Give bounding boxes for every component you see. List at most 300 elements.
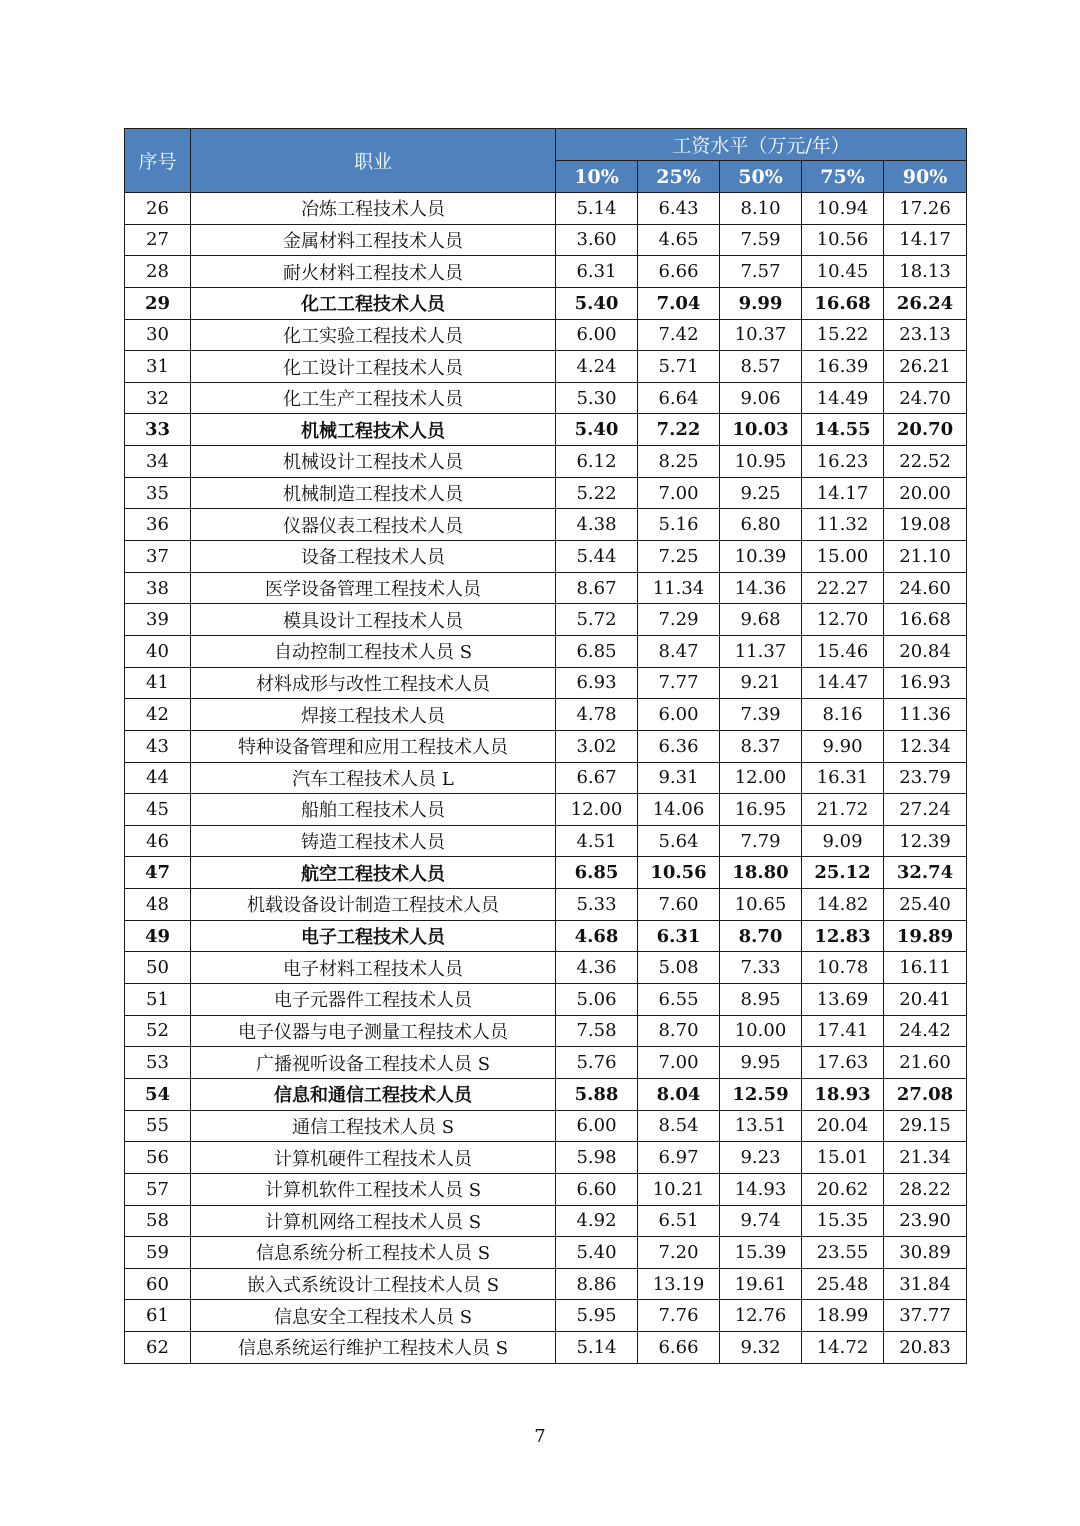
row-wage-p75: 9.09 [802,825,884,857]
row-wage-p90: 21.60 [884,1047,967,1079]
row-index: 52 [125,1015,191,1047]
table-row [125,287,967,319]
row-wage-p50: 7.57 [720,256,802,288]
row-wage-p90: 14.17 [884,224,967,256]
row-index: 32 [125,382,191,414]
row-occupation: 化工生产工程技术人员 [191,382,556,414]
row-index: 51 [125,984,191,1016]
row-wage-p10: 5.22 [556,477,638,509]
table-row [125,1078,967,1110]
row-wage-p10: 6.31 [556,256,638,288]
table-header [125,129,967,193]
row-index: 60 [125,1268,191,1300]
row-occupation: 计算机软件工程技术人员 S [191,1173,556,1205]
row-wage-p25: 7.04 [638,287,720,319]
row-wage-p10: 6.60 [556,1173,638,1205]
row-wage-p25: 10.21 [638,1173,720,1205]
row-wage-p50: 9.21 [720,667,802,699]
row-occupation: 机械制造工程技术人员 [191,477,556,509]
row-index: 35 [125,477,191,509]
row-occupation: 模具设计工程技术人员 [191,604,556,636]
row-wage-p50: 10.95 [720,446,802,478]
row-wage-p25: 7.00 [638,477,720,509]
row-wage-p90: 18.13 [884,256,967,288]
row-wage-p75: 14.72 [802,1332,884,1364]
wage-table [124,128,967,1364]
row-wage-p50: 10.39 [720,541,802,573]
table-row [125,477,967,509]
row-wage-p50: 7.39 [720,699,802,731]
row-wage-p50: 7.59 [720,224,802,256]
row-wage-p25: 7.29 [638,604,720,636]
row-wage-p50: 14.93 [720,1173,802,1205]
row-wage-p10: 8.86 [556,1268,638,1300]
row-wage-p90: 19.89 [884,920,967,952]
row-wage-p75: 10.94 [802,193,884,225]
row-wage-p90: 24.70 [884,382,967,414]
row-index: 44 [125,762,191,794]
row-occupation: 化工工程技术人员 [191,287,556,319]
row-occupation: 焊接工程技术人员 [191,699,556,731]
row-wage-p50: 9.74 [720,1205,802,1237]
row-wage-p25: 8.25 [638,446,720,478]
row-wage-p25: 6.36 [638,730,720,762]
row-wage-p50: 9.32 [720,1332,802,1364]
row-wage-p75: 13.69 [802,984,884,1016]
row-occupation: 耐火材料工程技术人员 [191,256,556,288]
row-wage-p25: 6.51 [638,1205,720,1237]
row-wage-p75: 14.55 [802,414,884,446]
row-wage-p10: 5.44 [556,541,638,573]
row-wage-p10: 6.85 [556,635,638,667]
row-occupation: 广播视听设备工程技术人员 S [191,1047,556,1079]
row-wage-p90: 24.42 [884,1015,967,1047]
row-index: 48 [125,889,191,921]
row-index: 41 [125,667,191,699]
row-wage-p25: 10.56 [638,857,720,889]
table-row [125,572,967,604]
header-percentile-10: 10% [556,161,638,193]
row-wage-p75: 10.45 [802,256,884,288]
row-wage-p75: 20.62 [802,1173,884,1205]
row-wage-p90: 12.39 [884,825,967,857]
row-wage-p90: 20.41 [884,984,967,1016]
row-occupation: 船舶工程技术人员 [191,794,556,826]
row-index: 42 [125,699,191,731]
row-wage-p90: 21.34 [884,1142,967,1174]
row-wage-p90: 11.36 [884,699,967,731]
row-wage-p50: 8.10 [720,193,802,225]
row-wage-p10: 5.14 [556,193,638,225]
row-occupation: 电子元器件工程技术人员 [191,984,556,1016]
row-wage-p90: 28.22 [884,1173,967,1205]
row-wage-p75: 25.48 [802,1268,884,1300]
row-wage-p10: 5.40 [556,1237,638,1269]
row-index: 49 [125,920,191,952]
table-row [125,256,967,288]
header-percentile-50: 50% [720,161,802,193]
row-occupation: 信息系统运行维护工程技术人员 S [191,1332,556,1364]
row-index: 54 [125,1078,191,1110]
row-wage-p50: 10.37 [720,319,802,351]
row-wage-p50: 9.68 [720,604,802,636]
row-wage-p25: 5.16 [638,509,720,541]
row-occupation: 电子仪器与电子测量工程技术人员 [191,1015,556,1047]
table-row [125,319,967,351]
row-wage-p10: 5.14 [556,1332,638,1364]
row-wage-p90: 21.10 [884,541,967,573]
row-wage-p25: 6.97 [638,1142,720,1174]
row-wage-p25: 8.04 [638,1078,720,1110]
table-row [125,1300,967,1332]
row-index: 61 [125,1300,191,1332]
row-wage-p25: 7.25 [638,541,720,573]
row-wage-p50: 8.37 [720,730,802,762]
row-wage-p25: 7.60 [638,889,720,921]
row-occupation: 设备工程技术人员 [191,541,556,573]
row-wage-p25: 7.20 [638,1237,720,1269]
row-wage-p50: 6.80 [720,509,802,541]
table-row [125,1110,967,1142]
row-wage-p75: 14.47 [802,667,884,699]
row-index: 53 [125,1047,191,1079]
row-occupation: 计算机网络工程技术人员 S [191,1205,556,1237]
row-occupation: 自动控制工程技术人员 S [191,635,556,667]
table-row [125,857,967,889]
row-wage-p75: 16.68 [802,287,884,319]
row-wage-p50: 9.23 [720,1142,802,1174]
row-wage-p25: 6.66 [638,1332,720,1364]
table-row [125,1173,967,1205]
row-index: 39 [125,604,191,636]
row-wage-p25: 4.65 [638,224,720,256]
row-index: 36 [125,509,191,541]
row-wage-p90: 20.83 [884,1332,967,1364]
header-percentile-75: 75% [802,161,884,193]
row-occupation: 机械工程技术人员 [191,414,556,446]
table-row [125,509,967,541]
row-index: 33 [125,414,191,446]
row-wage-p50: 13.51 [720,1110,802,1142]
row-index: 34 [125,446,191,478]
row-wage-p75: 18.99 [802,1300,884,1332]
row-wage-p10: 5.72 [556,604,638,636]
row-index: 27 [125,224,191,256]
row-wage-p25: 6.43 [638,193,720,225]
row-wage-p10: 5.40 [556,287,638,319]
row-wage-p10: 5.98 [556,1142,638,1174]
row-wage-p25: 8.54 [638,1110,720,1142]
row-wage-p10: 12.00 [556,794,638,826]
header-percentile-25: 25% [638,161,720,193]
row-occupation: 冶炼工程技术人员 [191,193,556,225]
row-wage-p25: 7.77 [638,667,720,699]
row-wage-p50: 12.00 [720,762,802,794]
row-wage-p25: 5.71 [638,351,720,383]
row-wage-p90: 26.24 [884,287,967,319]
row-wage-p75: 16.23 [802,446,884,478]
row-occupation: 医学设备管理工程技术人员 [191,572,556,604]
row-index: 26 [125,193,191,225]
row-wage-p50: 18.80 [720,857,802,889]
row-wage-p90: 16.11 [884,952,967,984]
table-row [125,541,967,573]
row-wage-p25: 8.70 [638,1015,720,1047]
row-wage-p50: 19.61 [720,1268,802,1300]
table-row [125,1205,967,1237]
row-index: 31 [125,351,191,383]
row-occupation: 化工设计工程技术人员 [191,351,556,383]
row-wage-p75: 15.01 [802,1142,884,1174]
row-wage-p25: 6.31 [638,920,720,952]
row-wage-p75: 22.27 [802,572,884,604]
row-wage-p90: 16.93 [884,667,967,699]
row-wage-p25: 14.06 [638,794,720,826]
row-wage-p25: 9.31 [638,762,720,794]
table-row [125,224,967,256]
table-row [125,604,967,636]
row-occupation: 嵌入式系统设计工程技术人员 S [191,1268,556,1300]
row-wage-p75: 15.00 [802,541,884,573]
row-wage-p10: 6.00 [556,319,638,351]
row-occupation: 特种设备管理和应用工程技术人员 [191,730,556,762]
header-occupation: 职业 [191,129,556,193]
row-occupation: 铸造工程技术人员 [191,825,556,857]
row-wage-p50: 7.33 [720,952,802,984]
row-wage-p25: 6.64 [638,382,720,414]
table-row [125,825,967,857]
row-wage-p10: 6.93 [556,667,638,699]
row-wage-p10: 4.78 [556,699,638,731]
row-wage-p10: 6.85 [556,857,638,889]
row-occupation: 汽车工程技术人员 L [191,762,556,794]
table-row [125,920,967,952]
row-wage-p25: 6.66 [638,256,720,288]
row-wage-p50: 15.39 [720,1237,802,1269]
row-wage-p90: 20.84 [884,635,967,667]
table-row [125,446,967,478]
row-wage-p90: 27.24 [884,794,967,826]
row-wage-p75: 15.46 [802,635,884,667]
row-index: 62 [125,1332,191,1364]
row-wage-p50: 9.95 [720,1047,802,1079]
row-occupation: 金属材料工程技术人员 [191,224,556,256]
row-index: 30 [125,319,191,351]
row-wage-p25: 7.22 [638,414,720,446]
row-occupation: 通信工程技术人员 S [191,1110,556,1142]
table-row [125,1237,967,1269]
header-wage-level: 工资水平（万元/年） [556,129,967,161]
row-index: 37 [125,541,191,573]
row-wage-p25: 6.55 [638,984,720,1016]
table-row [125,382,967,414]
row-wage-p50: 16.95 [720,794,802,826]
row-wage-p25: 7.42 [638,319,720,351]
row-occupation: 电子材料工程技术人员 [191,952,556,984]
row-index: 29 [125,287,191,319]
row-wage-p75: 17.63 [802,1047,884,1079]
row-index: 55 [125,1110,191,1142]
row-wage-p50: 12.76 [720,1300,802,1332]
row-wage-p10: 4.24 [556,351,638,383]
row-wage-p75: 16.39 [802,351,884,383]
row-index: 40 [125,635,191,667]
row-wage-p75: 11.32 [802,509,884,541]
table-row [125,889,967,921]
row-wage-p75: 9.90 [802,730,884,762]
row-wage-p90: 16.68 [884,604,967,636]
row-wage-p10: 3.60 [556,224,638,256]
row-occupation: 机载设备设计制造工程技术人员 [191,889,556,921]
row-occupation: 计算机硬件工程技术人员 [191,1142,556,1174]
table-body [125,193,967,1364]
row-wage-p75: 15.35 [802,1205,884,1237]
row-occupation: 航空工程技术人员 [191,857,556,889]
row-wage-p75: 15.22 [802,319,884,351]
row-wage-p75: 12.83 [802,920,884,952]
row-wage-p50: 9.25 [720,477,802,509]
row-wage-p25: 13.19 [638,1268,720,1300]
row-wage-p75: 10.78 [802,952,884,984]
row-wage-p90: 31.84 [884,1268,967,1300]
table-row [125,1142,967,1174]
row-wage-p10: 5.76 [556,1047,638,1079]
row-wage-p10: 6.67 [556,762,638,794]
page-number: 7 [534,1426,546,1447]
row-wage-p75: 17.41 [802,1015,884,1047]
row-index: 45 [125,794,191,826]
row-index: 28 [125,256,191,288]
row-index: 59 [125,1237,191,1269]
table-row [125,794,967,826]
row-wage-p25: 11.34 [638,572,720,604]
row-occupation: 化工实验工程技术人员 [191,319,556,351]
row-wage-p10: 4.38 [556,509,638,541]
row-wage-p10: 4.36 [556,952,638,984]
row-wage-p90: 29.15 [884,1110,967,1142]
row-wage-p90: 19.08 [884,509,967,541]
row-index: 50 [125,952,191,984]
row-wage-p10: 5.40 [556,414,638,446]
row-occupation: 材料成形与改性工程技术人员 [191,667,556,699]
row-wage-p75: 20.04 [802,1110,884,1142]
row-wage-p50: 8.95 [720,984,802,1016]
row-wage-p75: 8.16 [802,699,884,731]
row-wage-p75: 25.12 [802,857,884,889]
row-wage-p25: 5.08 [638,952,720,984]
row-wage-p50: 9.99 [720,287,802,319]
row-wage-p25: 5.64 [638,825,720,857]
row-wage-p25: 7.00 [638,1047,720,1079]
row-wage-p10: 4.51 [556,825,638,857]
row-wage-p90: 22.52 [884,446,967,478]
row-wage-p90: 37.77 [884,1300,967,1332]
row-wage-p75: 16.31 [802,762,884,794]
row-wage-p10: 5.88 [556,1078,638,1110]
row-wage-p90: 17.26 [884,193,967,225]
header-index: 序号 [125,129,191,193]
row-wage-p10: 5.30 [556,382,638,414]
row-occupation: 信息安全工程技术人员 S [191,1300,556,1332]
row-wage-p75: 18.93 [802,1078,884,1110]
table-row [125,414,967,446]
row-wage-p10: 4.92 [556,1205,638,1237]
row-wage-p10: 6.00 [556,1110,638,1142]
row-wage-p75: 14.17 [802,477,884,509]
row-index: 47 [125,857,191,889]
row-wage-p50: 12.59 [720,1078,802,1110]
row-wage-p75: 10.56 [802,224,884,256]
row-index: 38 [125,572,191,604]
table-row [125,193,967,225]
row-wage-p90: 12.34 [884,730,967,762]
table-row [125,635,967,667]
row-wage-p10: 4.68 [556,920,638,952]
table-row [125,984,967,1016]
table-row [125,1268,967,1300]
row-wage-p90: 23.13 [884,319,967,351]
row-wage-p50: 10.00 [720,1015,802,1047]
table-row [125,351,967,383]
row-wage-p90: 20.00 [884,477,967,509]
row-wage-p25: 6.00 [638,699,720,731]
row-wage-p10: 7.58 [556,1015,638,1047]
row-occupation: 仪器仪表工程技术人员 [191,509,556,541]
row-wage-p50: 10.03 [720,414,802,446]
row-wage-p75: 14.82 [802,889,884,921]
table-row [125,762,967,794]
row-wage-p50: 8.70 [720,920,802,952]
row-index: 56 [125,1142,191,1174]
row-wage-p10: 3.02 [556,730,638,762]
row-wage-p90: 27.08 [884,1078,967,1110]
table-row [125,1015,967,1047]
row-wage-p50: 7.79 [720,825,802,857]
row-wage-p10: 8.67 [556,572,638,604]
row-wage-p10: 6.12 [556,446,638,478]
row-wage-p50: 8.57 [720,351,802,383]
row-wage-p90: 23.90 [884,1205,967,1237]
row-occupation: 机械设计工程技术人员 [191,446,556,478]
row-wage-p25: 7.76 [638,1300,720,1332]
row-wage-p90: 30.89 [884,1237,967,1269]
row-wage-p50: 9.06 [720,382,802,414]
row-wage-p50: 14.36 [720,572,802,604]
row-wage-p90: 25.40 [884,889,967,921]
row-wage-p75: 23.55 [802,1237,884,1269]
header-percentile-90: 90% [884,161,967,193]
row-wage-p10: 5.95 [556,1300,638,1332]
table-row [125,699,967,731]
row-wage-p90: 23.79 [884,762,967,794]
table-row [125,952,967,984]
row-wage-p10: 5.33 [556,889,638,921]
row-index: 46 [125,825,191,857]
row-wage-p90: 32.74 [884,857,967,889]
row-wage-p90: 26.21 [884,351,967,383]
row-wage-p75: 21.72 [802,794,884,826]
row-wage-p10: 5.06 [556,984,638,1016]
row-wage-p75: 12.70 [802,604,884,636]
row-wage-p75: 14.49 [802,382,884,414]
row-occupation: 信息和通信工程技术人员 [191,1078,556,1110]
row-wage-p50: 10.65 [720,889,802,921]
row-index: 57 [125,1173,191,1205]
row-wage-p90: 24.60 [884,572,967,604]
row-occupation: 电子工程技术人员 [191,920,556,952]
row-index: 43 [125,730,191,762]
row-occupation: 信息系统分析工程技术人员 S [191,1237,556,1269]
